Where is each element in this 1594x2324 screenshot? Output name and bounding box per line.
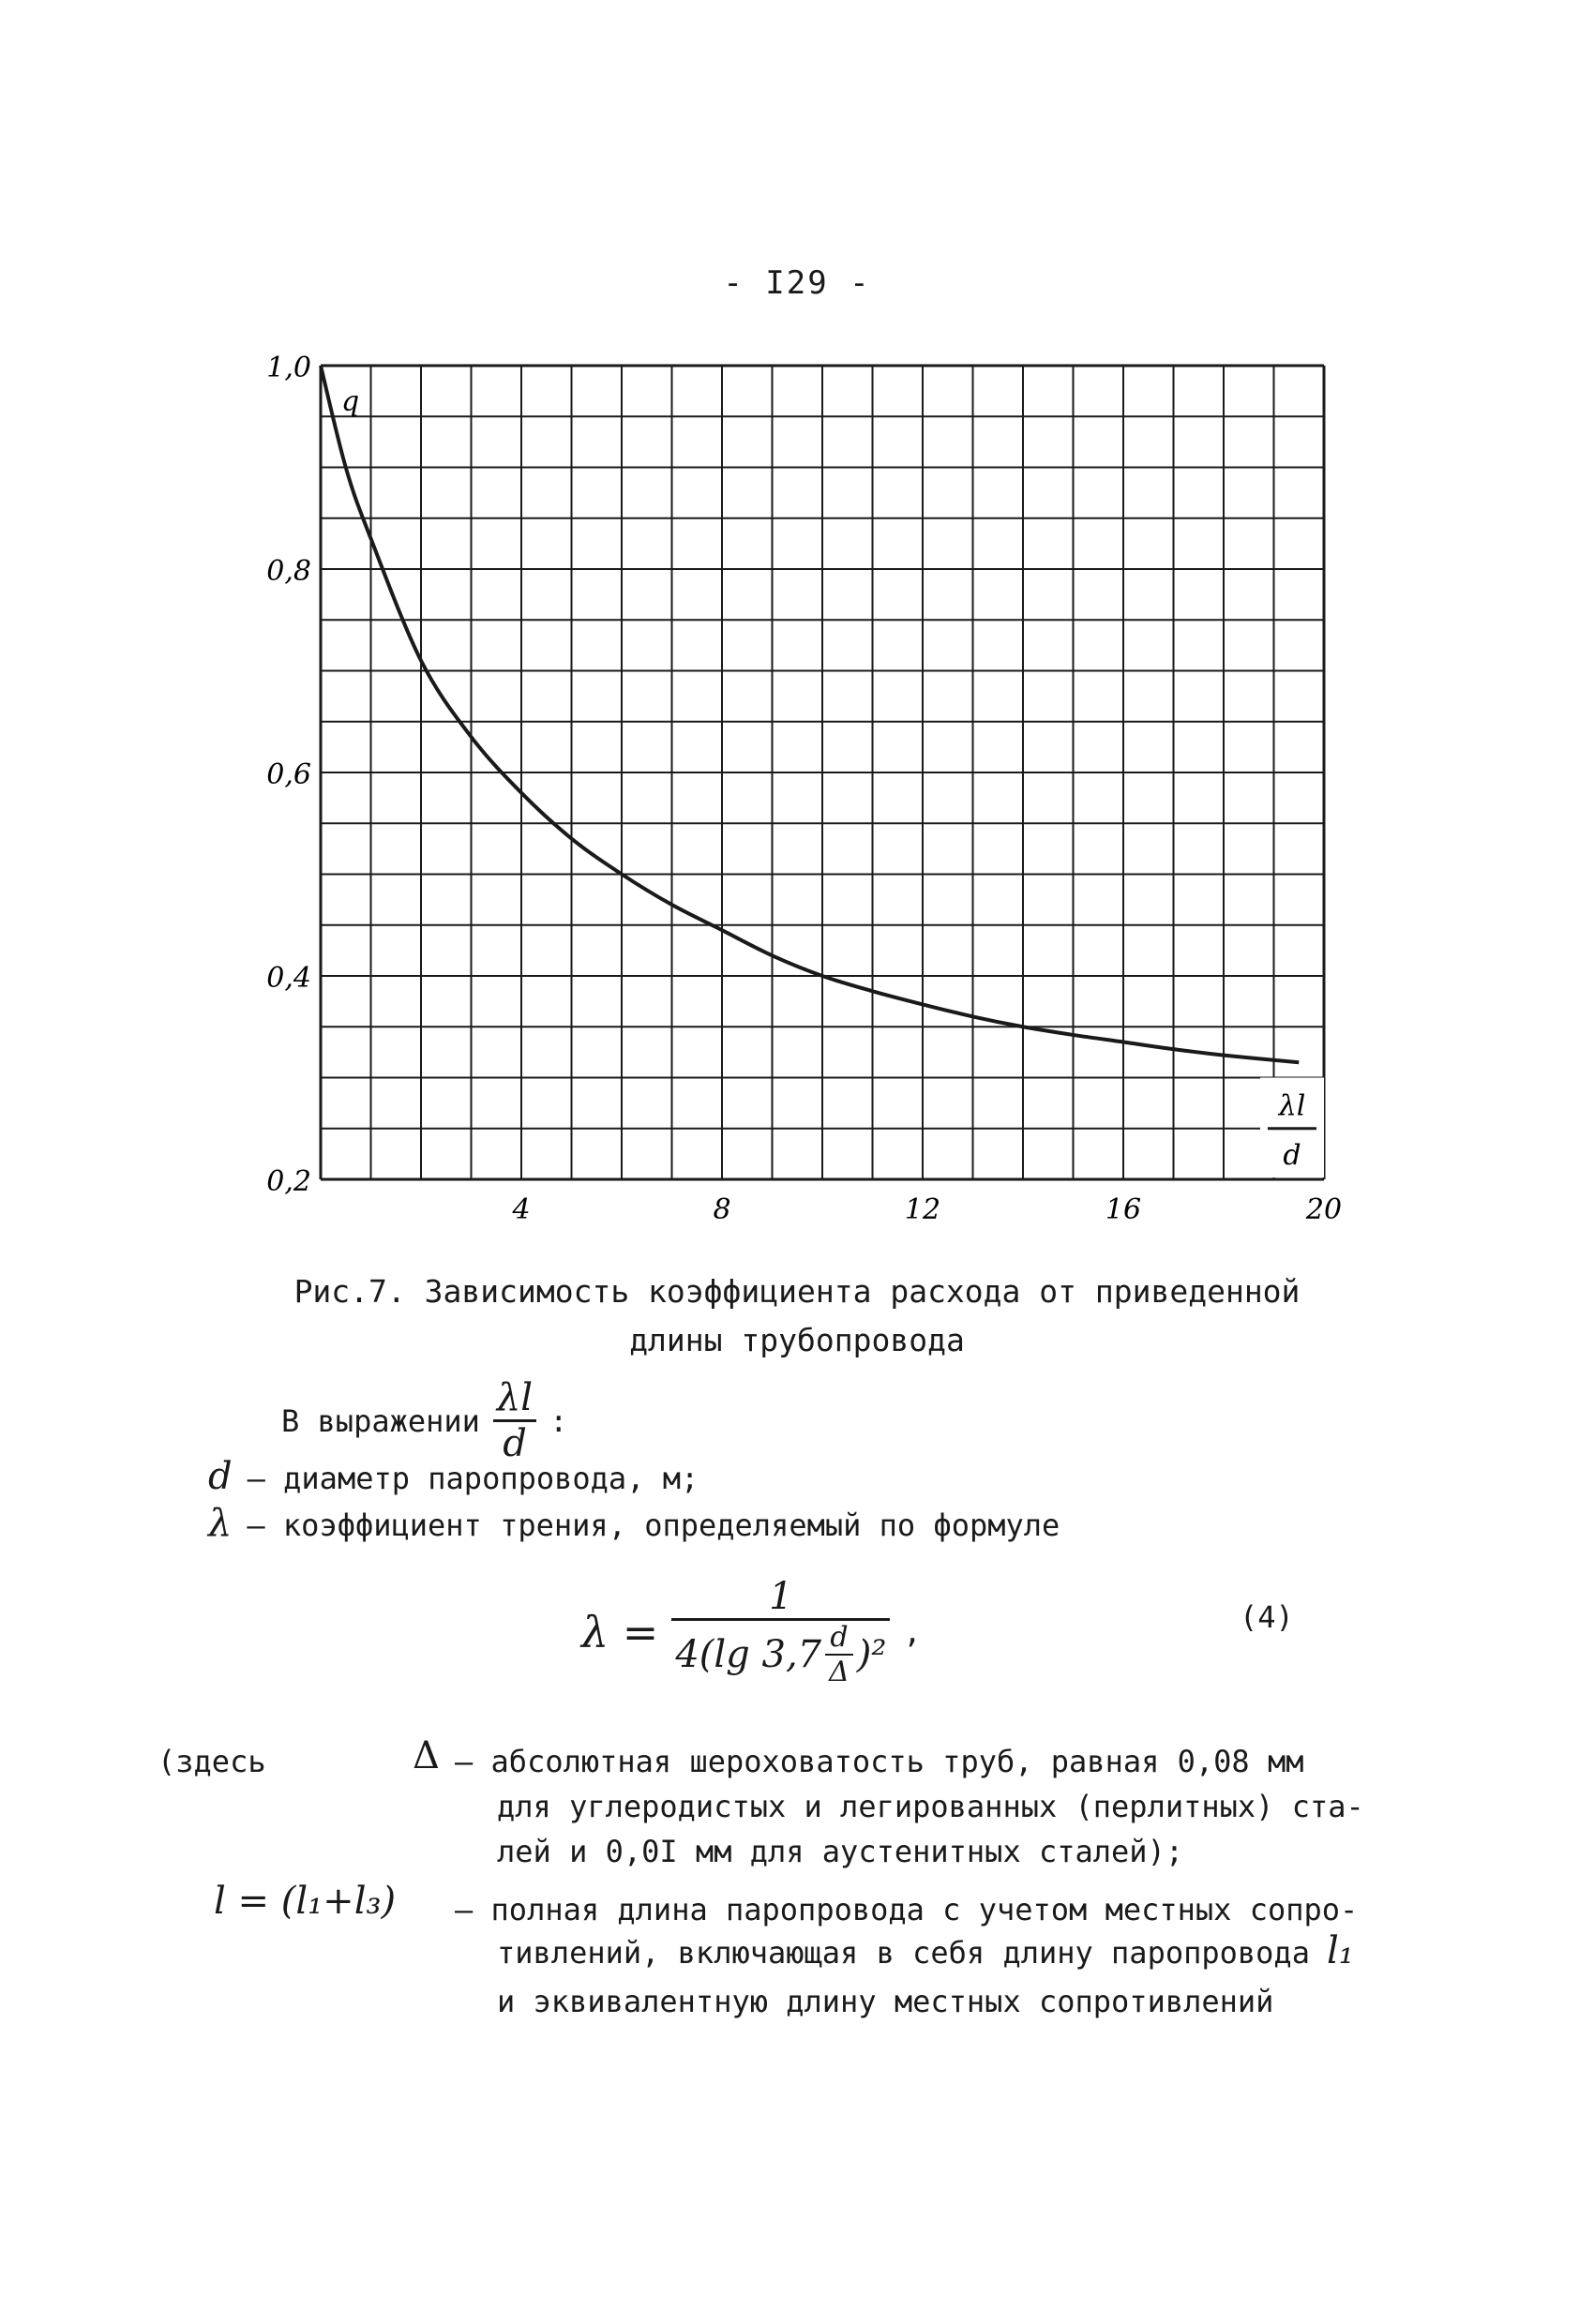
l-description-1: – полная длина паропровода с учетом местных сопро- (455, 1892, 1359, 1927)
l-description-2-line (497, 1929, 1354, 1972)
lambda-definition (208, 1502, 1060, 1545)
intro-fraction (493, 1376, 536, 1465)
y-tick-label: 0,4 (266, 962, 311, 995)
chart-grid (321, 366, 1324, 1179)
d-symbol: d (208, 1455, 233, 1498)
chart-ticks (266, 352, 1342, 1226)
y-tick-label: 1,0 (266, 352, 311, 384)
lambda-symbol: λ (208, 1502, 233, 1545)
chart-axis-labels (341, 385, 1324, 1177)
intro-prefix: В выражении (281, 1402, 480, 1439)
formula-fraction (671, 1575, 890, 1688)
x-tick-label: 20 (1305, 1193, 1343, 1226)
l-symbol: l = (l₁+l₃) (214, 1880, 397, 1923)
delta-symbol: Δ (413, 1734, 440, 1777)
formula-number: (4) (1240, 1599, 1294, 1635)
intro-suffix: : (549, 1402, 568, 1439)
formula-lhs: λ = (581, 1606, 659, 1657)
formula-comma: , (903, 1613, 922, 1650)
l-description-2: тивлений, включающая в себя длину паропровода (497, 1935, 1310, 1971)
figure-caption-line-2: длины трубопровода (629, 1322, 965, 1358)
y-tick-label: 0,6 (266, 758, 311, 791)
chart-series-line (321, 366, 1299, 1062)
x-axis-label-denominator: d (1283, 1138, 1301, 1172)
figure-caption-line-1: Рис.7. Зависимость коэффициента расхода от приведенной (293, 1273, 1301, 1310)
x-tick-label: 8 (713, 1193, 731, 1226)
y-axis-label: q (341, 385, 360, 418)
formula-numerator: 1 (769, 1575, 793, 1618)
y-tick-label: 0,8 (266, 555, 311, 588)
formula-4 (581, 1575, 922, 1688)
l1-symbol: l₁ (1326, 1929, 1354, 1972)
delta-description-1: – абсолютная шероховатость труб, равная 0,08 мм (455, 1744, 1304, 1779)
x-tick-label: 4 (512, 1193, 531, 1226)
x-axis-label-numerator: λl (1278, 1089, 1306, 1123)
lambda-description: – коэффициент трения, определяемый по формуле (247, 1507, 1060, 1543)
flow-coefficient-chart (253, 347, 1343, 1237)
formula-denominator: 4(lg 3,7 $\frac{d}{\Delta}$ )² (675, 1621, 887, 1688)
intro-line (281, 1376, 567, 1465)
here-label: (здесь (158, 1744, 266, 1779)
d-description: – диаметр паропровода, м; (247, 1461, 699, 1496)
y-tick-label: 0,2 (266, 1165, 311, 1198)
d-definition (208, 1455, 699, 1498)
delta-description-3: лей и 0,0I мм для аустенитных сталей); (497, 1834, 1184, 1869)
x-tick-label: 12 (904, 1193, 941, 1226)
x-tick-label: 16 (1105, 1193, 1142, 1226)
page-number: - I29 - (723, 264, 871, 302)
l-description-3: и эквивалентную длину местных сопротивлений (497, 1984, 1274, 2019)
delta-description-2: для углеродистых и легированных (перлитных) ста- (497, 1789, 1364, 1824)
intro-fraction-denominator: d (503, 1422, 527, 1465)
intro-fraction-numerator: λl (496, 1376, 534, 1419)
